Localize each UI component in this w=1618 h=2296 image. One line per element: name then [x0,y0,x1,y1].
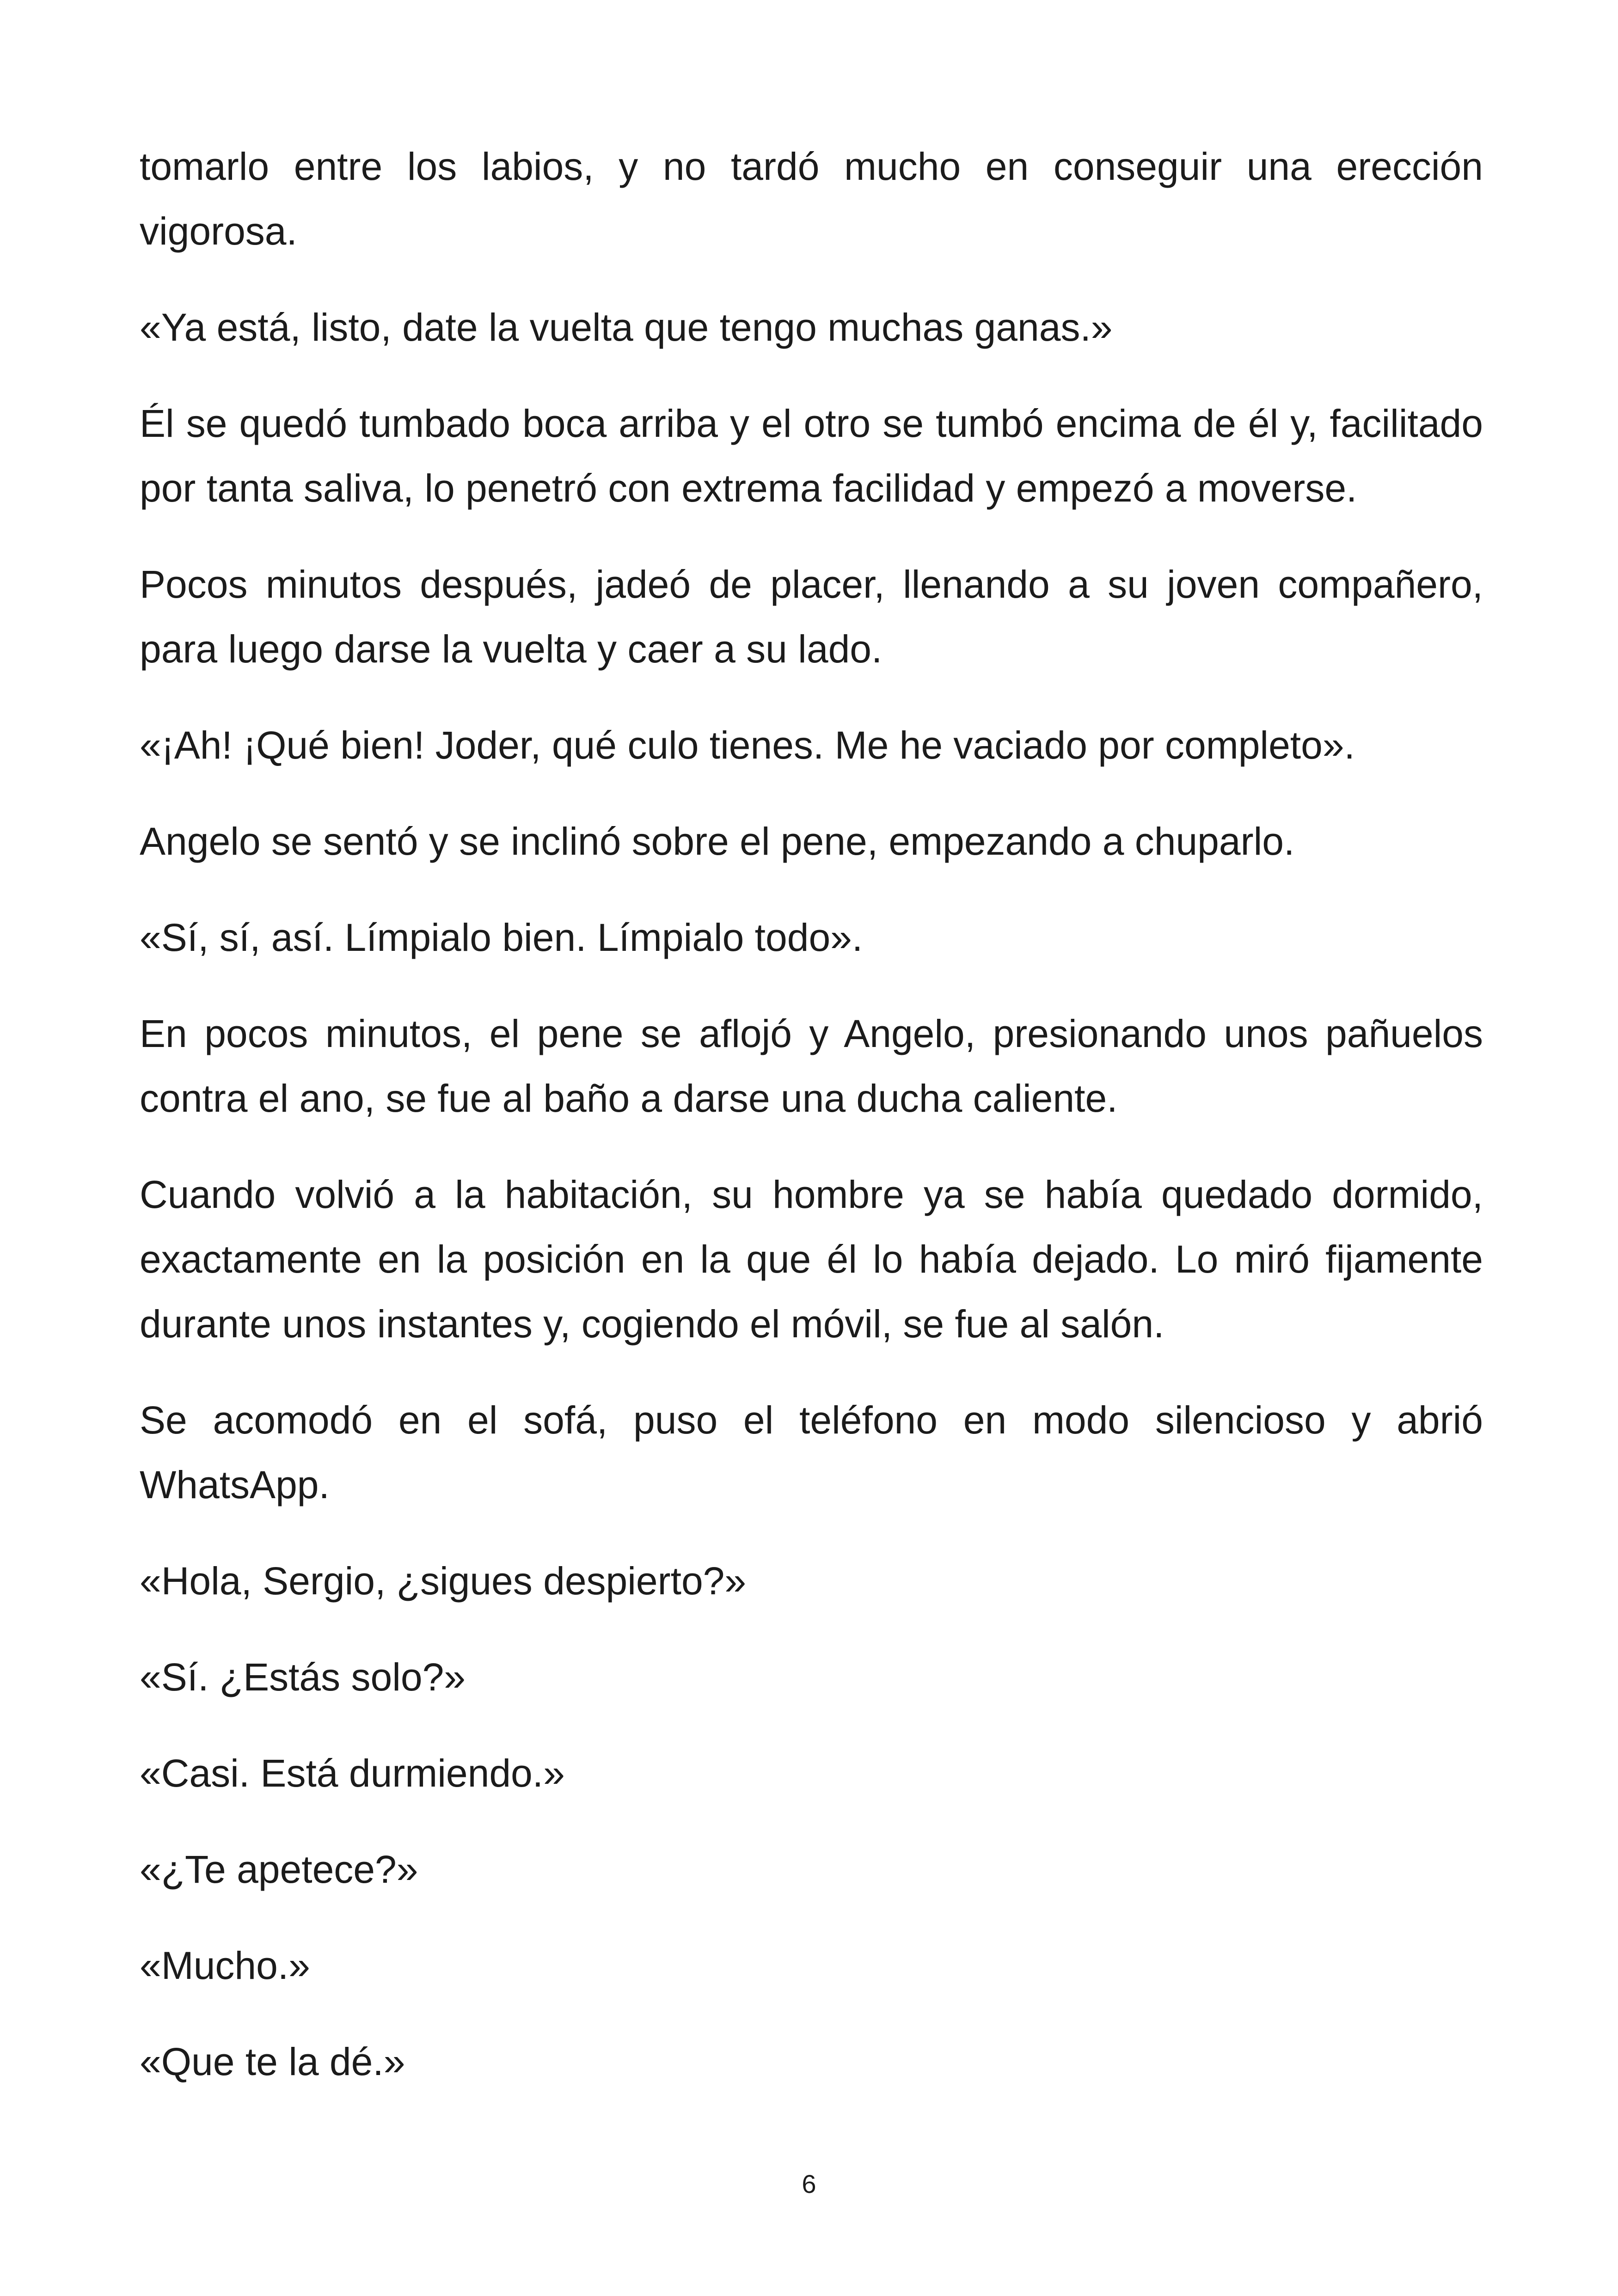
paragraph: «Ya está, listo, date la vuelta que tengo muchas ganas.» [140,306,1113,349]
paragraph: Pocos minutos después, jadeó de placer, llenando a su joven compañero, para luego darse la vuelta y caer a su lado. [140,563,1483,671]
body-text [140,134,1483,2125]
paragraph: En pocos minutos, el pene se aflojó y Angelo, presionando unos pañuelos contra el ano, se fue al baño a darse una ducha caliente. [140,1012,1483,1120]
page-number: 6 [802,2169,816,2198]
paragraph: «Sí, sí, así. Límpialo bien. Límpialo todo». [140,916,863,959]
paragraph: «Que te la dé.» [140,2040,405,2083]
paragraph: «Casi. Está durmiendo.» [140,1751,565,1795]
paragraph: «Sí. ¿Estás solo?» [140,1655,466,1699]
paragraph: «Mucho.» [140,1944,310,1987]
paragraph: tomarlo entre los labios, y no tardó mucho en conseguir una erección vigorosa. [140,145,1483,253]
paragraph: «¡Ah! ¡Qué bien! Joder, qué culo tienes. Me he vaciado por completo». [140,723,1355,767]
paragraph: Cuando volvió a la habitación, su hombre ya se había quedado dormido, exactamente en la posición en la que él lo había dejado. Lo miró fijamente durante unos instantes y, cogiendo el móvil, se fue al salón. [140,1173,1483,1346]
paragraph: «Hola, Sergio, ¿sigues despierto?» [140,1559,747,1603]
paragraph: Angelo se sentó y se inclinó sobre el pene, empezando a chuparlo. [140,820,1295,863]
paragraph: «¿Te apetece?» [140,1848,418,1891]
paragraph: Se acomodó en el sofá, puso el teléfono en modo silencioso y abrió WhatsApp. [140,1398,1483,1506]
paragraph: Él se quedó tumbado boca arriba y el otro se tumbó encima de él y, facilitado por tanta saliva, lo penetró con extrema facilidad y empezó a moverse. [140,402,1483,510]
